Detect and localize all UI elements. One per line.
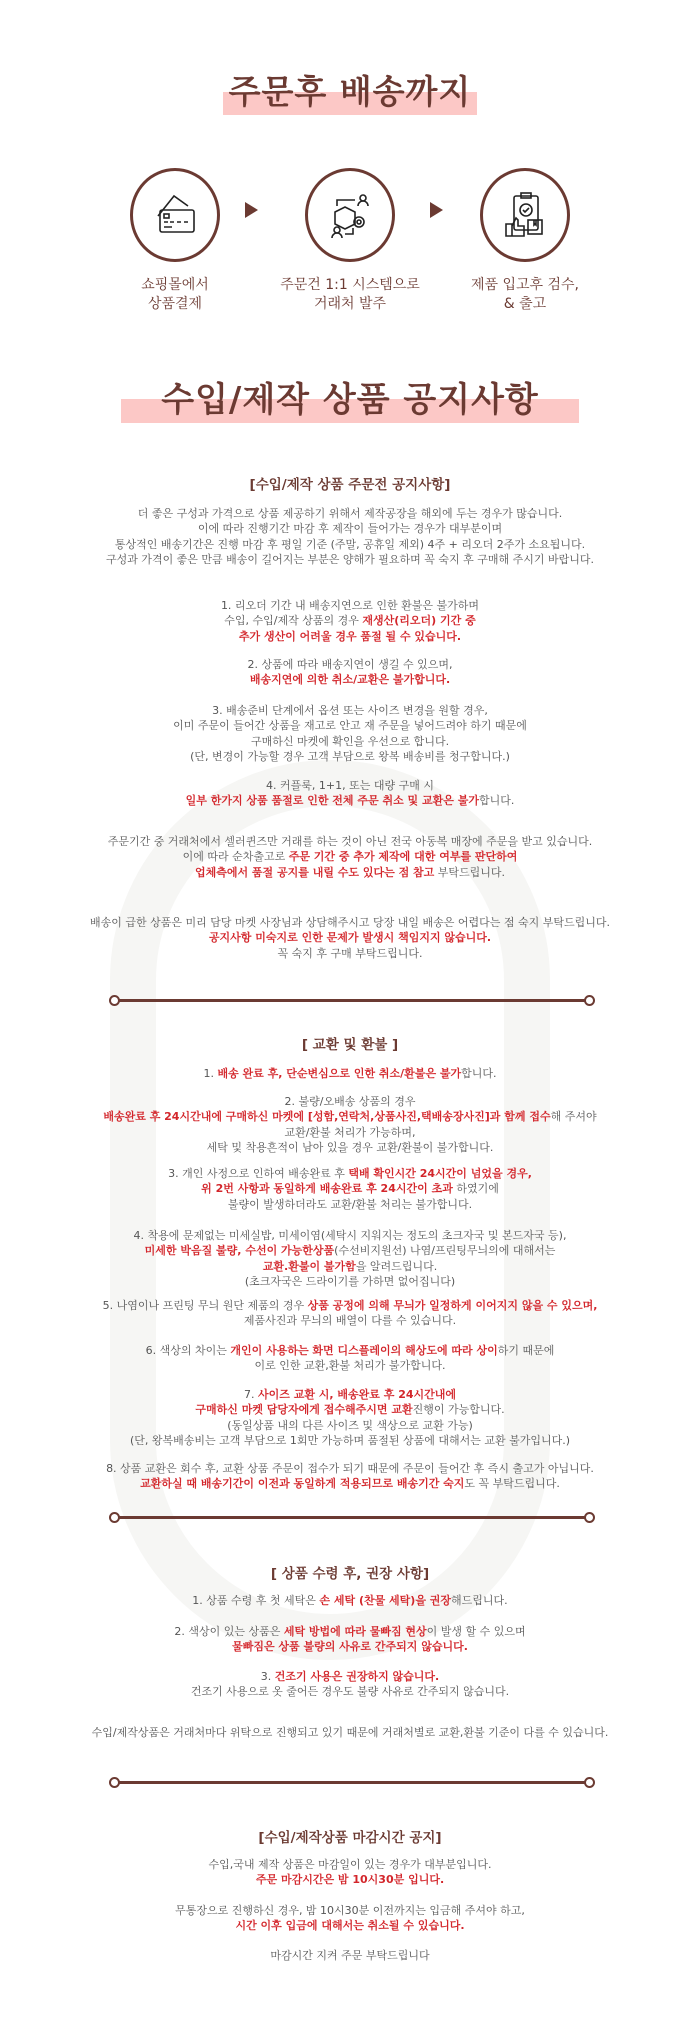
notice-line: [0, 793, 700, 808]
notice-line: [0, 1402, 700, 1417]
body-text: 합니다.: [461, 1067, 497, 1080]
step-label: 제품 입고후 검수, & 출고: [470, 277, 580, 312]
notice-paragraph: [0, 834, 700, 880]
body-text: 수입, 수입/제작 상품의 경우: [224, 614, 363, 628]
step-inspection: [425, 168, 625, 314]
body-text: (동일상품 내의 다른 사이즈 및 색상으로 교환 가능): [227, 1418, 473, 1432]
body-text: 이미 주문이 들어간 상품을 재고로 안고 재 주문을 넣어드려야 하기 때문에: [173, 719, 527, 733]
emphasis-text: 택배 확인시간 24시간이 넘었을 경우,: [348, 1167, 532, 1180]
notice-line: [0, 1298, 700, 1313]
emphasis-text: 주문 기간 중 추가 제작에 대한 여부를 판단하여: [288, 850, 518, 864]
body-text: 부탁드립니다.: [434, 865, 506, 879]
notice-paragraph: [0, 778, 700, 809]
notice-paragraph: [0, 1593, 700, 1608]
notice-paragraph: [0, 1066, 700, 1081]
body-text: 진행이 가능합니다.: [412, 1403, 505, 1417]
notice-paragraph: [0, 1948, 700, 1963]
notice-paragraph: [0, 1228, 700, 1289]
emphasis-text: 구매하신 마켓 담당자에게 접수해주시면 교환: [195, 1403, 413, 1417]
emphasis-text: 사이즈 교환 시, 배송완료 후 24시간내에: [257, 1388, 457, 1401]
body-text: 더 좋은 구성과 가격으로 상품 제공하기 위해서 제작공장을 해외에 두는 경우가 많습니다.: [137, 507, 563, 520]
notice-paragraph: [0, 506, 700, 567]
notice-title: [0, 372, 700, 421]
notice-line: [0, 1181, 700, 1196]
body-text: (초크자국은 드라이기를 가하면 없어집니다): [244, 1274, 456, 1288]
notice-paragraph: [0, 1903, 700, 1934]
notice-line: [0, 1358, 700, 1373]
notice-line: [0, 1343, 700, 1358]
notice-line: [0, 613, 700, 628]
body-text: (단, 변경이 가능할 경우 고객 부담으로 왕복 배송비를 청구합니다.): [190, 749, 510, 763]
section-heading: [ 교환 및 환불 ]: [301, 1037, 399, 1053]
notice-line: [0, 915, 700, 930]
emphasis-text: 세탁 방법에 따라 물빠짐 현상: [283, 1625, 427, 1638]
notice-line: [0, 1593, 700, 1608]
emphasis-text: 일부 한가지 상품 품절로 인한 전체 주문 취소 및 교환은 불가: [185, 794, 479, 808]
body-text: 1.: [203, 1067, 218, 1080]
notice-paragraph: [0, 1094, 700, 1155]
emphasis-text: 업체측에서 품절 공지를 내릴 수도 있다는 점 참고: [194, 865, 435, 879]
notice-paragraph: [0, 1624, 700, 1655]
credit-card-icon: [130, 168, 220, 262]
notice-line: [0, 1684, 700, 1699]
notice-line: [0, 1918, 700, 1933]
body-text: 5. 나염이나 프린팅 무늬 원단 제품의 경우: [102, 1299, 308, 1312]
notice-paragraph: [0, 598, 700, 644]
body-text: 7.: [243, 1388, 258, 1401]
notice-line: [0, 749, 700, 764]
notice-paragraph: [0, 657, 700, 688]
divider: [117, 1516, 587, 1519]
notice-line: [0, 598, 700, 613]
body-text: 8. 상품 교환은 회수 후, 교환 상품 주문이 접수가 되기 때문에 주문이 들어간 후 즉시 출고가 아닙니다.: [106, 1462, 594, 1475]
body-text: 해 주셔야: [550, 1110, 597, 1124]
body-text: 하기 때문에: [497, 1344, 555, 1357]
body-text: 이에 따라 순차출고로: [182, 850, 289, 864]
notice-line: [0, 703, 700, 718]
body-text: 제품사진과 무늬의 배열이 다를 수 있습니다.: [243, 1314, 457, 1328]
divider: [117, 1781, 587, 1784]
notice-line: [0, 672, 700, 687]
notice-line: [0, 1903, 700, 1918]
body-text: 교환/환불 처리가 가능하며,: [284, 1125, 416, 1139]
notice-line: [0, 506, 700, 521]
notice-line: [0, 1624, 700, 1639]
notice-line: [0, 1094, 700, 1109]
body-text: 수입/제작상품은 거래처마다 위탁으로 진행되고 있기 때문에 거래처별로 교환,환불 기준이 다를 수 있습니다.: [91, 1726, 609, 1739]
step-order: [250, 168, 450, 314]
notice-line: [0, 537, 700, 552]
step-label: 주문건 1:1 시스템으로 거래처 발주: [280, 277, 420, 312]
body-text: 3.: [260, 1670, 275, 1683]
body-text: 1. 상품 수령 후 첫 세탁은: [192, 1594, 320, 1607]
notice-line: [0, 1461, 700, 1476]
inspection-clipboard-icon: [480, 168, 570, 262]
emphasis-text: 교환하실 때 배송기간이 이전과 동일하게 적용되므로 배송기간 숙지: [140, 1477, 465, 1491]
body-text: 세탁 및 착용흔적이 남아 있을 경우 교환/환불이 불가합니다.: [206, 1140, 494, 1154]
notice-line: [0, 1387, 700, 1402]
body-text: 4. 커플룩, 1+1, 또는 대량 구매 시: [266, 779, 434, 792]
notice-paragraph: [0, 915, 700, 961]
notice-line: [0, 1228, 700, 1243]
body-text: 수입,국내 제작 상품은 마감일이 있는 경우가 대부분입니다.: [208, 1858, 492, 1871]
notice-paragraph: [0, 1343, 700, 1374]
body-text: 이 발생 할 수 있으며: [426, 1625, 526, 1638]
body-text: 6. 색상의 차이는: [145, 1344, 231, 1357]
notice-line: [0, 778, 700, 793]
body-text: 배송이 급한 상품은 미리 담당 마켓 사장님과 상담해주시고 당장 내일 배송은 어렵다는 점 숙지 부탁드립니다.: [90, 916, 610, 929]
notice-line: [0, 1109, 700, 1124]
notice-line: [0, 1066, 700, 1081]
body-text: 2. 불량/오배송 상품의 경우: [284, 1095, 416, 1108]
emphasis-text: 위 2번 사항과 동일하게 배송완료 후 24시간이 초과: [201, 1182, 453, 1196]
notice-paragraph: [0, 1669, 700, 1700]
process-title: [0, 66, 700, 113]
notice-paragraph: [0, 1166, 700, 1212]
emphasis-text: 배송 완료 후, 단순변심으로 인한 취소/환불은 불가: [217, 1067, 462, 1080]
notice-line: [0, 629, 700, 644]
section-heading: [수입/제작상품 마감시간 공지]: [258, 1830, 442, 1846]
notice-line: [0, 1476, 700, 1491]
section-heading: [ 상품 수령 후, 권장 사항]: [270, 1566, 430, 1582]
notice-line: [0, 1166, 700, 1181]
emphasis-text: 배송완료 후 24시간내에 구매하신 마켓에 [성함,연락처,상품사진,택배송장사진]과 함께 접수: [103, 1110, 551, 1124]
notice-paragraph: [0, 1298, 700, 1329]
body-text: 무통장으로 진행하신 경우, 밤 10시30분 이전까지는 입금해 주셔야 하고,: [175, 1904, 525, 1917]
emphasis-text: 건조기 사용은 권장하지 않습니다.: [274, 1670, 440, 1683]
emphasis-text: 미세한 박음질 불량, 수선이 가능한상품: [144, 1244, 335, 1258]
notice-line: [0, 834, 700, 849]
notice-line: [0, 1639, 700, 1654]
notice-paragraph: [0, 1857, 700, 1888]
step-payment: [75, 168, 275, 314]
body-text: 꼭 숙지 후 구매 부탁드립니다.: [277, 946, 423, 960]
body-text: 불량이 발생하더라도 교환/환불 처리는 불가합니다.: [227, 1197, 473, 1211]
body-text: 을 알려드립니다.: [355, 1259, 438, 1273]
notice-line: [0, 1197, 700, 1212]
notice-line: [0, 1872, 700, 1887]
body-text: 합니다.: [478, 794, 515, 808]
body-text: 구매하신 마켓에 확인을 우선으로 합니다.: [250, 734, 450, 748]
notice-paragraph: [0, 1387, 700, 1448]
notice-line: [0, 1948, 700, 1963]
divider: [117, 999, 587, 1002]
body-text: 건조기 사용으로 옷 줄어든 경우도 불량 사유로 간주되지 않습니다.: [190, 1685, 510, 1699]
emphasis-text: 재생산(리오더) 기간 중: [362, 614, 476, 628]
notice-line: [0, 552, 700, 567]
notice-line: [0, 1125, 700, 1140]
body-text: 주문기간 중 거래처에서 셀러퀸즈만 거래를 하는 것이 아닌 전국 아동복 매장에 주문을 받고 있습니다.: [107, 835, 593, 848]
notice-line: [0, 1243, 700, 1258]
emphasis-text: 배송지연에 의한 취소/교환은 불가합니다.: [249, 673, 451, 687]
notice-line: [0, 1274, 700, 1289]
process-title-text: 주문후 배송까지: [228, 72, 472, 111]
notice-line: [0, 734, 700, 749]
notice-line: [0, 1259, 700, 1274]
notice-line: [0, 946, 700, 961]
notice-title-text: 수입/제작 상품 공지사항: [161, 380, 539, 420]
notice-line: [0, 1857, 700, 1872]
emphasis-text: 시간 이후 입금에 대해서는 취소될 수 있습니다.: [235, 1919, 465, 1933]
body-text: 1. 리오더 기간 내 배송지연으로 인한 환불은 불가하며: [220, 599, 480, 612]
notice-line: [0, 1433, 700, 1448]
body-text: 2. 상품에 따라 배송지연이 생길 수 있으며,: [247, 658, 453, 671]
emphasis-text: 주문 마감시간은 밤 10시30분 입니다.: [255, 1873, 445, 1887]
emphasis-text: 개인이 사용하는 화면 디스플레이의 해상도에 따라 상이: [230, 1344, 498, 1357]
step-label: 쇼핑몰에서 상품결제: [141, 277, 209, 312]
body-text: (단, 왕복배송비는 고객 부담으로 1회만 가능하며 품절된 상품에 대해서는 교환 불가입니다.): [129, 1433, 571, 1447]
body-text: 이에 따라 진행기간 마감 후 제작이 들어가는 경우가 대부분이며: [197, 522, 503, 536]
notice-paragraph: [0, 1461, 700, 1492]
notice-line: [0, 1669, 700, 1684]
body-text: 3. 배송준비 단계에서 옵션 또는 사이즈 변경을 원할 경우,: [212, 704, 488, 717]
emphasis-text: 상품 공정에 의해 무늬가 일정하게 이어지지 않을 수 있으며,: [307, 1299, 598, 1312]
notice-line: [0, 521, 700, 536]
notice-line: [0, 1725, 700, 1740]
notice-line: [0, 1313, 700, 1328]
section-heading: [수입/제작 상품 주문전 공지사항]: [249, 477, 451, 493]
body-text: 하였기에: [452, 1182, 499, 1196]
body-text: 마감시간 지켜 주문 부탁드립니다: [270, 1949, 430, 1962]
notice-line: [0, 718, 700, 733]
body-text: 이로 인한 교환,환불 처리가 불가합니다.: [254, 1359, 446, 1373]
emphasis-text: 손 세탁 (찬물 세탁)을 권장: [319, 1594, 452, 1607]
notice-line: [0, 930, 700, 945]
notice-line: [0, 849, 700, 864]
body-text: 3. 개인 사정으로 인하여 배송완료 후: [168, 1167, 349, 1180]
emphasis-text: 추가 생산이 어려울 경우 품절 될 수 있습니다.: [238, 629, 462, 643]
notice-paragraph: [0, 1725, 700, 1740]
notice-line: [0, 1418, 700, 1433]
emphasis-text: 공지사항 미숙지로 인한 문제가 발생시 책임지지 않습니다.: [208, 931, 492, 945]
notice-line: [0, 1140, 700, 1155]
body-text: 2. 색상이 있는 상품은: [174, 1625, 284, 1638]
emphasis-text: 교환.환불이 불가함: [262, 1259, 356, 1273]
order-system-icon: [305, 168, 395, 262]
body-text: 구성과 가격이 좋은 만큼 배송이 길어지는 부분은 양해가 필요하며 꼭 숙지 후 구매해 주시기 바랍니다.: [105, 552, 595, 566]
body-text: 통상적인 배송기간은 진행 마감 후 평일 기준 (주말, 공휴일 제외) 4주 + 리오더 2주가 소요됩니다.: [114, 537, 586, 551]
notice-paragraph: [0, 703, 700, 764]
body-text: 도 꼭 부탁드립니다.: [464, 1477, 560, 1491]
body-text: (수선비지원선) 나염/프린팅무늬의에 대해서는: [334, 1244, 556, 1258]
body-text: 해드립니다.: [451, 1594, 508, 1607]
notice-line: [0, 865, 700, 880]
notice-line: [0, 657, 700, 672]
body-text: 4. 착용에 문제없는 미세실밥, 미세이염(세탁시 지워지는 정도의 초크자국 및 본드자국 등),: [133, 1229, 567, 1242]
emphasis-text: 물빠짐은 상품 불량의 사유로 간주되지 않습니다.: [232, 1640, 468, 1654]
